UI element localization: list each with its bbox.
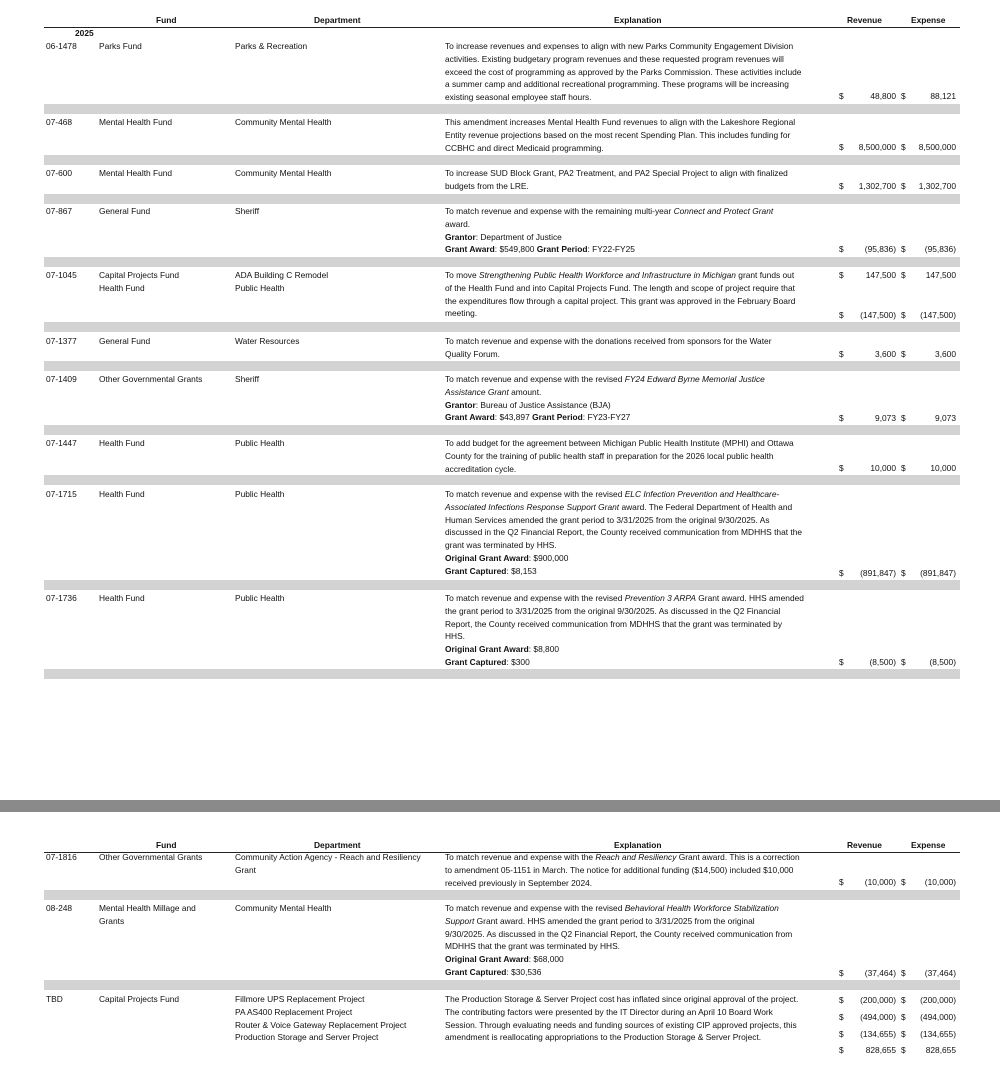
fund-line: Other Governmental Grants <box>99 374 203 384</box>
expense-amount: 3,600 <box>935 349 956 359</box>
text-segment: Associated Infections Response Support Grant <box>445 501 620 512</box>
explanation-line <box>445 386 837 399</box>
expense-amount: 147,500 <box>925 270 956 280</box>
fund-name <box>99 40 231 53</box>
amount-line <box>44 462 960 475</box>
text-segment: The Production Storage & Server Project cost has inflated since original approval of the project. <box>445 994 799 1004</box>
text-segment: To add budget for the agreement between Michigan Public Health Institute (MPHI) and Ottawa <box>445 438 794 448</box>
amendment-number: TBD <box>46 994 63 1004</box>
explanation-line <box>445 953 837 966</box>
amount-line <box>44 994 960 1007</box>
department-line: Public Health <box>235 282 285 293</box>
text-segment: received previously in September 2024. <box>445 877 593 888</box>
department-line: Grant <box>235 864 256 875</box>
text-segment: : $30,536 <box>506 966 542 977</box>
text-segment: Grant award. HHS amended the grant period to 3/31/2025 from the original <box>474 915 755 926</box>
explanation-line <box>445 902 837 915</box>
currency-symbol: $ <box>839 91 844 101</box>
department-name <box>235 592 443 605</box>
text-segment: amendment is reallocating appropriations to the Production Storage & Server Project. <box>445 1032 762 1043</box>
expense-amount: (8,500) <box>929 657 956 667</box>
text-segment: To increase SUD Block Grant, PA2 Treatment, and PA2 Special Project to align with finalized <box>445 168 788 178</box>
explanation-line <box>445 399 837 412</box>
explanation-line <box>445 514 837 527</box>
currency-symbol: $ <box>901 657 906 667</box>
bold-label: Grant Captured <box>445 966 507 977</box>
revenue-amount: 1,302,700 <box>858 181 896 191</box>
row-separator-band <box>44 890 960 900</box>
amount-line <box>44 90 960 103</box>
department-line: Community Mental Health <box>235 117 332 127</box>
expense-amount: 88,121 <box>930 91 956 101</box>
explanation-line <box>445 851 837 864</box>
explanation-line <box>445 335 837 348</box>
fund-name <box>99 167 231 180</box>
text-segment: : $43,897 <box>494 412 533 423</box>
amendment-number: 07-468 <box>46 117 73 127</box>
explanation-line <box>445 618 837 631</box>
text-segment: : $300 <box>506 656 530 667</box>
department-name <box>235 40 443 53</box>
row-separator-band <box>44 104 960 114</box>
table-header <box>44 14 960 28</box>
text-segment: : FY22-FY25 <box>587 244 635 255</box>
explanation-line <box>445 488 837 501</box>
fund-line: Other Governmental Grants <box>99 852 203 862</box>
currency-symbol: $ <box>839 657 844 667</box>
text-segment: : $8,153 <box>506 565 537 576</box>
explanation-line <box>445 605 837 618</box>
text-segment: ELC Infection Prevention and Healthcare- <box>624 489 780 499</box>
explanation-line <box>445 552 837 565</box>
amendment-number: 07-1377 <box>46 336 77 346</box>
department-line: Public Health <box>235 489 285 499</box>
currency-symbol: $ <box>901 1012 906 1022</box>
explanation-line <box>445 915 837 928</box>
amendment-number: 07-1736 <box>46 593 77 603</box>
department-line: ADA Building C Remodel <box>235 270 329 280</box>
amendment-number: 07-1409 <box>46 374 77 384</box>
revenue-amount: (10,000) <box>864 877 896 887</box>
amendment-number: 06-1478 <box>46 41 77 51</box>
amount-line <box>44 656 960 669</box>
department-name <box>235 437 443 450</box>
explanation-line <box>445 53 837 66</box>
fund-line: Health Fund <box>99 593 145 603</box>
bold-label: Grant Award <box>445 244 495 255</box>
fund-line: General Fund <box>99 206 151 216</box>
text-segment: To match revenue and expense with the revised <box>445 593 625 603</box>
currency-symbol: $ <box>901 968 906 978</box>
revenue-amount: (147,500) <box>860 310 896 320</box>
explanation-line <box>445 282 837 295</box>
text-segment: Prevention 3 ARPA <box>624 593 696 603</box>
bold-label: Grant Period <box>532 412 583 423</box>
text-segment: Assistance Grant <box>445 386 509 397</box>
fiscal-year-label: 2025 <box>75 28 94 38</box>
department-line: Sheriff <box>235 206 260 216</box>
explanation-line <box>445 66 837 79</box>
fund-line: Health Fund <box>99 438 145 448</box>
bold-label: Original Grant Award <box>445 954 529 965</box>
department-name <box>235 488 443 501</box>
text-segment: To match revenue and expense with the revised <box>445 374 625 384</box>
currency-symbol: $ <box>839 310 844 320</box>
revenue-amount: (95,836) <box>864 244 896 254</box>
revenue-amount: 8,500,000 <box>858 142 896 152</box>
explanation-line <box>445 437 837 450</box>
text-segment: To match revenue and expense with the revised <box>445 903 625 913</box>
department-line: Fillmore UPS Replacement Project <box>235 994 365 1004</box>
expense-amount: (95,836) <box>924 244 956 254</box>
currency-symbol: $ <box>901 181 906 191</box>
text-segment: The contributing factors were presented by the IT Director during an April 10 Board Work <box>445 1006 773 1017</box>
currency-symbol: $ <box>901 568 906 578</box>
revenue-amount: (37,464) <box>864 968 896 978</box>
revenue-amount: (891,847) <box>860 568 896 578</box>
bold-label: Grant Award <box>445 412 495 423</box>
text-segment: HHS. <box>445 631 466 642</box>
text-segment: : FY23-FY27 <box>582 412 631 423</box>
row-separator-band <box>44 194 960 204</box>
explanation-line <box>445 218 837 231</box>
text-segment: : Bureau of Justice Assistance (BJA) <box>475 399 611 410</box>
text-segment: Entity revenue projections based on the most recent Spending Plan. This includes funding for <box>445 129 791 140</box>
text-segment: existing seasonal employee staff hours. <box>445 92 592 103</box>
text-segment: meeting. <box>445 308 478 319</box>
text-segment: To move <box>445 270 479 280</box>
currency-symbol: $ <box>839 1012 844 1022</box>
revenue-amount: (200,000) <box>860 995 896 1005</box>
amount-line <box>44 269 960 282</box>
currency-symbol: $ <box>901 413 906 423</box>
explanation-line <box>445 928 837 941</box>
currency-symbol: $ <box>839 968 844 978</box>
explanation-line <box>445 116 837 129</box>
explanation-line <box>445 630 837 643</box>
currency-symbol: $ <box>901 244 906 254</box>
revenue-amount: (134,655) <box>860 1029 896 1039</box>
explanation-text <box>445 488 837 578</box>
explanation-line <box>445 231 837 244</box>
currency-symbol: $ <box>839 244 844 254</box>
currency-symbol: $ <box>839 1029 844 1039</box>
expense-amount: (134,655) <box>920 1029 956 1039</box>
fund-name <box>99 116 231 129</box>
department-name <box>235 902 443 915</box>
amount-line <box>44 412 960 425</box>
fund-line: Capital Projects Fund <box>99 270 180 280</box>
amendment-number: 08-248 <box>46 903 73 913</box>
row-separator-band <box>44 361 960 371</box>
expense-amount: (37,464) <box>924 968 956 978</box>
department-name <box>235 167 443 180</box>
fund-line: General Fund <box>99 336 151 346</box>
explanation-line <box>445 205 837 218</box>
header-revenue: Revenue <box>847 15 882 25</box>
header-department: Department <box>314 15 361 25</box>
expense-amount: 9,073 <box>935 413 956 423</box>
row-separator-band <box>44 475 960 485</box>
revenue-amount: 10,000 <box>870 463 896 473</box>
text-segment: discussed in the Q2 Financial Report, the County received communication from MDHHS that the <box>445 527 803 538</box>
bold-label: Grant Captured <box>445 565 507 576</box>
amendment-number: 07-1715 <box>46 489 77 499</box>
currency-symbol: $ <box>901 463 906 473</box>
currency-symbol: $ <box>901 1029 906 1039</box>
text-segment: 9/30/2025. As discussed in the Q2 Financial Report, the County received communication from <box>445 928 793 939</box>
text-segment: Strengthening Public Health Workforce and Infrastructure in Michigan <box>478 270 736 280</box>
text-segment: To match revenue and expense with the donations received from sponsors for the Water <box>445 336 772 346</box>
currency-symbol: $ <box>839 568 844 578</box>
expense-amount: (891,847) <box>920 568 956 578</box>
amount-line <box>44 1044 960 1057</box>
currency-symbol: $ <box>839 349 844 359</box>
currency-symbol: $ <box>839 181 844 191</box>
explanation-line <box>445 539 837 552</box>
amount-line <box>44 309 960 322</box>
text-segment: activities. Existing budgetary program revenues and these requested program revenues will <box>445 53 784 64</box>
text-segment: : Department of Justice <box>475 231 562 242</box>
department-line: PA AS400 Replacement Project <box>235 1006 353 1017</box>
fund-line: Parks Fund <box>99 41 142 51</box>
amount-line <box>44 876 960 889</box>
department-name <box>235 205 443 218</box>
department-line: Router & Voice Gateway Replacement Project <box>235 1019 407 1030</box>
header-department: Department <box>314 840 361 850</box>
amendment-number: 07-600 <box>46 168 73 178</box>
row-separator-band <box>44 425 960 435</box>
text-segment: FY24 Edward Byrne Memorial Justice <box>624 374 765 384</box>
text-segment: Grant award. HHS amended <box>695 593 804 603</box>
expense-amount: 828,655 <box>925 1045 956 1055</box>
header-explanation: Explanation <box>614 15 662 25</box>
text-segment: To match revenue and expense with the revised <box>445 489 625 499</box>
bold-label: Grant Period <box>536 244 588 255</box>
bold-label: Original Grant Award <box>445 552 529 563</box>
explanation-line <box>445 40 837 53</box>
text-segment: Reach and Resiliency <box>595 852 677 862</box>
text-segment: grant was terminated by HHS. <box>445 540 557 551</box>
fund-name <box>99 373 231 386</box>
currency-symbol: $ <box>901 310 906 320</box>
text-segment: Behavioral Health Workforce Stabilization <box>624 903 779 913</box>
row-separator-band <box>44 980 960 990</box>
bold-label: Grant Captured <box>445 656 507 667</box>
explanation-line <box>445 643 837 656</box>
amount-line <box>44 567 960 580</box>
text-segment: Session. Through evaluating needs and funding sources of existing CIP approved projects, this <box>445 1019 797 1030</box>
text-segment: County for the training of public health staff in preparation for the 2026 local public health <box>445 450 774 461</box>
text-segment: a summer camp and additional recreational programming. These programs will be increasing <box>445 79 789 90</box>
explanation-line <box>445 450 837 463</box>
fund-line: Mental Health Fund <box>99 117 173 127</box>
text-segment: To match revenue and expense with the <box>445 852 596 862</box>
revenue-amount: 828,655 <box>865 1045 896 1055</box>
page-separator <box>0 800 1000 812</box>
fund-name <box>99 335 231 348</box>
explanation-line <box>445 592 837 605</box>
amendment-number: 07-867 <box>46 206 73 216</box>
text-segment: grant funds out <box>735 270 795 280</box>
department-line: Production Storage and Server Project <box>235 1032 379 1043</box>
text-segment: CCBHC and direct Medicaid programming. <box>445 142 604 153</box>
revenue-amount: (494,000) <box>860 1012 896 1022</box>
text-segment: accreditation cycle. <box>445 463 517 474</box>
text-segment: budgets from the LRE. <box>445 180 529 191</box>
revenue-amount: 9,073 <box>875 413 896 423</box>
bold-label: Grantor <box>445 399 476 410</box>
text-segment: exceed the cost of programming as approved by the Parks Commission. These activities include <box>445 66 802 77</box>
header-expense: Expense <box>911 15 946 25</box>
text-segment: the grant period to 3/31/2025 from the original 9/30/2025. As discussed in the Q2 Financial <box>445 605 781 616</box>
currency-symbol: $ <box>901 142 906 152</box>
fund-name <box>99 488 231 501</box>
text-segment: Quality Forum. <box>445 348 500 359</box>
header-fund: Fund <box>156 15 177 25</box>
expense-amount: (494,000) <box>920 1012 956 1022</box>
amount-line <box>44 141 960 154</box>
text-segment: To increase revenues and expenses to align with new Parks Community Engagement Division <box>445 41 794 51</box>
text-segment: to amendment 05-1151 in March. The notice for additional funding ($14,500) included $10,000 <box>445 864 794 875</box>
fund-line: Mental Health Fund <box>99 168 173 178</box>
expense-amount: (147,500) <box>920 310 956 320</box>
department-name <box>235 335 443 348</box>
fund-line: Health Fund <box>99 282 145 293</box>
revenue-amount: 3,600 <box>875 349 896 359</box>
currency-symbol: $ <box>839 1045 844 1055</box>
fund-name <box>99 205 231 218</box>
department-line: Parks & Recreation <box>235 41 308 51</box>
currency-symbol: $ <box>839 463 844 473</box>
amount-line <box>44 967 960 980</box>
explanation-line <box>445 295 837 308</box>
expense-amount: (200,000) <box>920 995 956 1005</box>
expense-amount: (10,000) <box>924 877 956 887</box>
header-fund: Fund <box>156 840 177 850</box>
expense-amount: 8,500,000 <box>918 142 956 152</box>
text-segment: This amendment increases Mental Health Fund revenues to align with the Lakeshore Regional <box>445 117 796 127</box>
text-segment: Report, the County received communication from MDHHS that the grant was terminated by <box>445 618 783 629</box>
text-segment: Support <box>445 915 475 926</box>
row-separator-band <box>44 322 960 332</box>
text-segment: : $549,800 <box>494 244 537 255</box>
amendment-number: 07-1447 <box>46 438 77 448</box>
currency-symbol: $ <box>901 91 906 101</box>
fund-line: Capital Projects Fund <box>99 994 180 1004</box>
department-line: Water Resources <box>235 336 300 346</box>
revenue-amount: 48,800 <box>870 91 896 101</box>
text-segment: award. The Federal Department of Health and <box>619 501 793 512</box>
fund-name <box>99 592 231 605</box>
text-segment: award. <box>445 218 471 229</box>
revenue-amount: 147,500 <box>865 270 896 280</box>
text-segment: Human Services amended the grant period to 3/31/2025 from the original 9/30/2025. As <box>445 514 770 525</box>
currency-symbol: $ <box>839 995 844 1005</box>
amount-line <box>44 180 960 193</box>
text-segment: Connect and Protect Grant <box>673 206 774 216</box>
expense-amount: 10,000 <box>930 463 956 473</box>
revenue-amount: (8,500) <box>869 657 896 667</box>
currency-symbol: $ <box>901 877 906 887</box>
currency-symbol: $ <box>901 349 906 359</box>
fund-line: Health Fund <box>99 489 145 499</box>
fund-line: Grants <box>99 915 125 926</box>
text-segment: : $900,000 <box>528 552 569 563</box>
department-line: Public Health <box>235 593 285 603</box>
currency-symbol: $ <box>901 995 906 1005</box>
text-segment: Grant award. This is a correction <box>676 852 800 862</box>
department-name <box>235 373 443 386</box>
explanation-line <box>445 526 837 539</box>
currency-symbol: $ <box>839 413 844 423</box>
explanation-line <box>445 940 837 953</box>
amount-line <box>44 243 960 256</box>
fund-name <box>99 902 231 928</box>
department-line: Community Action Agency - Reach and Resiliency <box>235 852 421 862</box>
amendment-number: 07-1816 <box>46 852 77 862</box>
text-segment: amount. <box>508 386 542 397</box>
header-revenue: Revenue <box>847 840 882 850</box>
expense-amount: 1,302,700 <box>918 181 956 191</box>
fund-line: Mental Health Millage and <box>99 903 196 913</box>
department-line: Community Mental Health <box>235 168 332 178</box>
text-segment: : $8,800 <box>528 644 560 655</box>
amount-line <box>44 1011 960 1024</box>
explanation-line <box>445 129 837 142</box>
explanation-line <box>445 501 837 514</box>
department-line: Sheriff <box>235 374 260 384</box>
currency-symbol: $ <box>901 270 906 280</box>
explanation-line <box>445 167 837 180</box>
row-separator-band <box>44 257 960 267</box>
page-two <box>0 812 1000 1074</box>
bold-label: Grantor <box>445 231 476 242</box>
header-expense: Expense <box>911 840 946 850</box>
text-segment: : $68,000 <box>528 954 564 965</box>
header-explanation: Explanation <box>614 840 662 850</box>
amendment-number: 07-1045 <box>46 270 77 280</box>
text-segment: To match revenue and expense with the remaining multi-year <box>445 206 674 216</box>
row-separator-band <box>44 155 960 165</box>
row-separator-band <box>44 580 960 590</box>
row-separator-band <box>44 669 960 679</box>
amount-line <box>44 348 960 361</box>
department-line: Public Health <box>235 438 285 448</box>
text-segment: the expenditures flow through a capital project. This grant was approved in the February Board <box>445 295 796 306</box>
fund-name <box>99 851 231 864</box>
explanation-line <box>445 373 837 386</box>
explanation-line <box>445 864 837 877</box>
fund-name <box>99 437 231 450</box>
currency-symbol: $ <box>839 877 844 887</box>
amount-line <box>44 1028 960 1041</box>
department-name <box>235 851 443 877</box>
currency-symbol: $ <box>839 142 844 152</box>
department-line: Community Mental Health <box>235 903 332 913</box>
department-name <box>235 116 443 129</box>
text-segment: of the Health Fund and into Capital Projects Fund. The length and scope of project require that <box>445 282 795 293</box>
currency-symbol: $ <box>901 1045 906 1055</box>
text-segment: MDHHS that the grant was terminated by HHS. <box>445 941 621 952</box>
bold-label: Original Grant Award <box>445 644 529 655</box>
currency-symbol: $ <box>839 270 844 280</box>
